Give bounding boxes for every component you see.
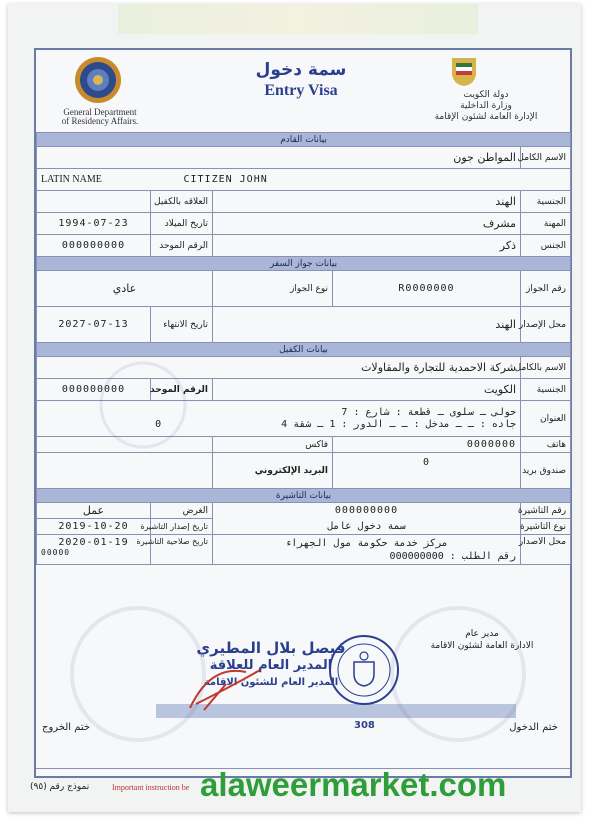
dob-label: تاريخ الميلاد <box>151 213 213 235</box>
passport-expiry-label: تاريخ الانتهاء <box>151 307 213 343</box>
passport-expiry: 2027-07-13 <box>37 307 151 343</box>
passport-issue-place-label: محل الإصدار <box>521 307 571 343</box>
visa-header <box>36 50 570 132</box>
title-arabic: سمة دخول <box>255 60 347 80</box>
visa-document <box>8 4 581 812</box>
visa-issue-place: مركز خدمة حكومة مول الجهراء <box>285 538 448 549</box>
director-title: مدير عام <box>465 629 499 639</box>
relation-value <box>37 191 151 213</box>
sponsor-address-line2: جاده : ـ ـ مدخل : ـ ـ الدور : 1 ـ شقة 4 <box>281 418 516 430</box>
visa-issue-date: 2019-10-20 <box>37 519 151 535</box>
occupation-label: المهنة <box>521 213 571 235</box>
latin-name-label: LATIN NAME <box>41 174 102 185</box>
full-name-label: الاسم الكامل <box>521 147 571 169</box>
residency-emblem-icon <box>74 56 122 104</box>
arrival-unified-number: 000000000 <box>37 235 151 257</box>
visa-request-number: 000000000 <box>389 551 444 562</box>
passport-issue-place: الهند <box>213 307 521 343</box>
sponsor-pobox-label: صندوق بريد <box>521 453 571 489</box>
sponsor-email-label: البريد الإلكتروني <box>213 453 333 489</box>
top-decoration <box>118 4 478 34</box>
visa-purpose-label: الغرض <box>151 503 213 519</box>
watermark: alaweermarket.com <box>200 766 507 803</box>
section-passport: بيانات جواز السفر <box>37 257 571 271</box>
ministry-name-ar: دولة الكويت وزارة الداخلية الإدارة العامة لشئون الإقامة <box>434 90 538 122</box>
passport-number-label: رقم الجواز <box>521 271 571 307</box>
relation-label: العلاقه بالكفيل <box>151 191 213 213</box>
form-number: نموذج رقم (٩٥) <box>30 782 90 792</box>
sponsor-address-label: العنوان <box>521 401 571 437</box>
department-name-en: General Department of Residency Affairs. <box>61 107 139 126</box>
visa-purpose: عمل <box>37 503 151 519</box>
sponsor-nationality-label: الجنسية <box>521 379 571 401</box>
sponsor-address-line1: حولى ـ سلوى ـ قطعة : شارع : 7 <box>341 406 516 418</box>
visa-table <box>36 132 570 565</box>
visa-small-code: 00000 <box>41 548 71 557</box>
seal-number: 308 <box>354 720 375 731</box>
arrival-nationality: الهند <box>213 191 521 213</box>
visa-type-label: نوع التاشيرة <box>521 519 571 535</box>
section-arrival: بيانات القادم <box>37 133 571 147</box>
kuwait-emblem-icon <box>446 54 482 88</box>
sponsor-nationality: الكويت <box>213 379 521 401</box>
sponsor-phone: 0000000 <box>333 437 521 453</box>
visa-type: سمة دخول عامل <box>213 519 521 535</box>
visa-request-label: رقم الطلب : <box>449 551 516 562</box>
sponsor-address-extra: 0 <box>155 418 162 430</box>
section-visa: بيانات التاشيرة <box>37 489 571 503</box>
exit-stamp-label: ختم الخروج <box>42 722 91 733</box>
arrival-full-name: المواطن جون <box>37 147 521 169</box>
visa-number-label: رقم التاشيرة <box>521 503 571 519</box>
unified-number-label: الرقم الموحد <box>151 235 213 257</box>
section-sponsor: بيانات الكفيل <box>37 343 571 357</box>
sponsor-name-label: الاسم بالكامل <box>521 357 571 379</box>
title-english: Entry Visa <box>264 82 338 99</box>
background-emblem-icon <box>98 360 188 450</box>
signer-name: فيصل بلال المطيري المدير العام للعلاقة المدير العام للشئون الاقامة <box>196 639 346 688</box>
visa-validity-label: تاريخ صلاحية التاشيرة <box>151 535 213 565</box>
sponsor-full-name: شركة الاحمدية للتجارة والمقاولات <box>37 357 521 379</box>
nationality-label: الجنسية <box>521 191 571 213</box>
arrival-sex: ذكر <box>213 235 521 257</box>
visa-issue-date-label: تاريخ إصدار التاشيرة <box>151 519 213 535</box>
sponsor-phone-label: هاتف <box>521 437 571 453</box>
latin-name: CITIZEN JOHN <box>183 174 268 185</box>
visa-number: 000000000 <box>213 503 521 519</box>
background-emblem-icon <box>388 604 528 744</box>
sponsor-pobox: 0 <box>333 453 521 489</box>
footer-instruction: Important instruction be <box>112 783 190 792</box>
sponsor-unified-label: الرقم الموحد <box>151 379 213 401</box>
passport-number: R0000000 <box>333 271 521 307</box>
visa-validity: 2020-01-19 <box>58 537 129 548</box>
director-department: الادارة العامة لشئون الاقامة <box>430 641 534 651</box>
visa-issue-place-label: محل الاصدار <box>521 535 571 565</box>
entry-stamp-label: ختم الدخول <box>509 722 558 733</box>
sex-label: الجنس <box>521 235 571 257</box>
date-of-birth: 1994-07-23 <box>37 213 151 235</box>
arrival-occupation: مشرف <box>213 213 521 235</box>
sponsor-fax-label: فاكس <box>213 437 333 453</box>
background-emblem-icon <box>68 604 208 744</box>
passport-type-label: نوع الجواز <box>213 271 333 307</box>
passport-type: عادي <box>37 271 213 307</box>
sponsor-unified-number: 000000000 <box>37 379 151 401</box>
sponsor-email <box>37 453 213 489</box>
